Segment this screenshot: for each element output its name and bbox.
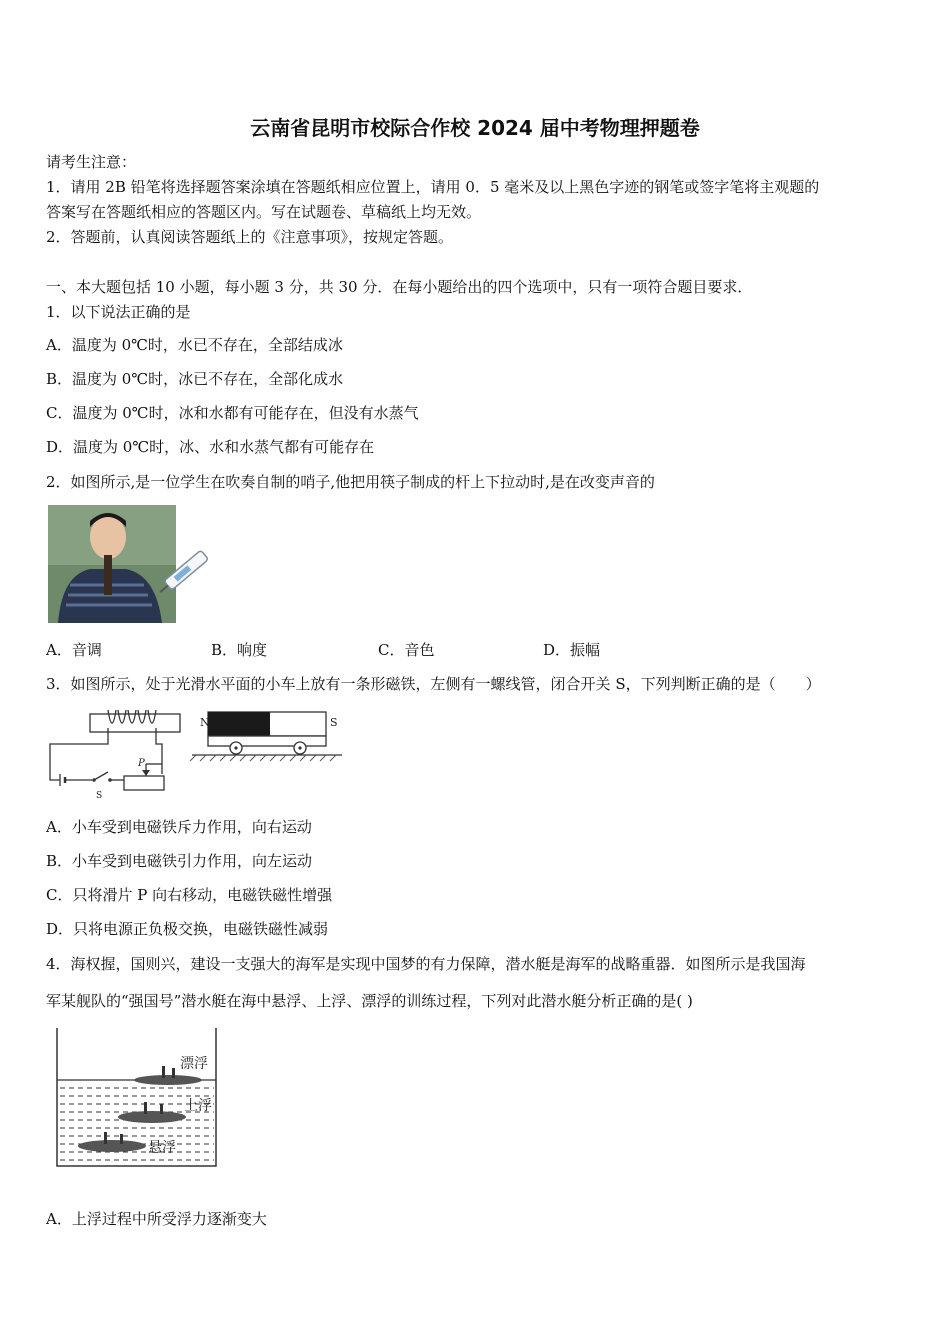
q1-option-b: B．温度为 0℃时，冰已不存在，全部化成水 [46, 370, 344, 388]
q2-option-c: C．音色 [378, 641, 435, 659]
q3-option-d: D．只将电源正负极交换，电磁铁磁性减弱 [46, 920, 329, 938]
q3-option-a: A．小车受到电磁铁斥力作用，向右运动 [46, 818, 312, 836]
notice-line-1: 1．请用 2B 铅笔将选择题答案涂填在答题纸相应位置上，请用 0．5 毫米及以上黑色字迹的钢笔或签字笔将主观题的 [46, 178, 820, 196]
q1-option-d: D．温度为 0℃时，冰、水和水蒸气都有可能存在 [46, 438, 375, 456]
q1-option-c: C．温度为 0℃时，冰和水都有可能存在，但没有水蒸气 [46, 404, 419, 422]
q2-stem: 2．如图所示,是一位学生在吹奏自制的哨子,他把用筷子制成的杆上下拉动时,是在改变声音的 [46, 473, 655, 491]
notice-line-2: 2．答题前，认真阅读答题纸上的《注意事项》，按规定答题。 [46, 228, 454, 246]
q2-student-photo [48, 505, 210, 623]
q4-label-suspend: 悬浮 [148, 1140, 176, 1156]
q4-option-a: A．上浮过程中所受浮力逐渐变大 [46, 1210, 267, 1228]
q3-label-switch: S [96, 791, 103, 801]
q3-stem: 3．如图所示，处于光滑水平面的小车上放有一条形磁铁，左侧有一螺线管，闭合开关 S，下列判断正确的是（ ） [46, 675, 821, 693]
section-1-heading: 一、本大题包括 10 小题，每小题 3 分，共 30 分．在每小题给出的四个选项中，只有一项符合题目要求． [46, 278, 753, 296]
q4-stem-line-1: 4．海权握，国则兴，建设一支强大的海军是实现中国梦的有力保障，潜水艇是海军的战略重器．如图所示是我国海 [46, 955, 806, 973]
notice-heading: 请考生注意： [46, 153, 137, 171]
q3-label-p: P [138, 758, 145, 769]
q3-circuit-figure [46, 706, 346, 802]
page-title: 云南省昆明市校际合作校 2024 届中考物理押题卷 [250, 116, 700, 140]
notice-line-1b: 答案写在答题纸相应的答题区内。写在试题卷、草稿纸上均无效。 [46, 203, 482, 221]
q4-label-rise: 上浮 [184, 1098, 212, 1114]
q1-option-a: A．温度为 0℃时，水已不存在，全部结成冰 [46, 336, 343, 354]
q4-submarine-figure [56, 1028, 218, 1168]
q3-option-c: C．只将滑片 P 向右移动，电磁铁磁性增强 [46, 886, 333, 904]
q2-option-a: A．音调 [46, 641, 102, 659]
q2-option-b: B．响度 [211, 641, 268, 659]
q3-label-s: S [330, 716, 338, 729]
q3-label-n: N [200, 716, 210, 729]
q3-option-b: B．小车受到电磁铁引力作用，向左运动 [46, 852, 313, 870]
q2-option-d: D．振幅 [543, 641, 601, 659]
q4-stem-line-2: 军某舰队的“强国号”潜水艇在海中悬浮、上浮、漂浮的训练过程，下列对此潜水艇分析正确的是( ) [46, 992, 693, 1010]
q4-label-float: 漂浮 [180, 1056, 208, 1072]
q1-stem: 1．以下说法正确的是 [46, 303, 191, 321]
